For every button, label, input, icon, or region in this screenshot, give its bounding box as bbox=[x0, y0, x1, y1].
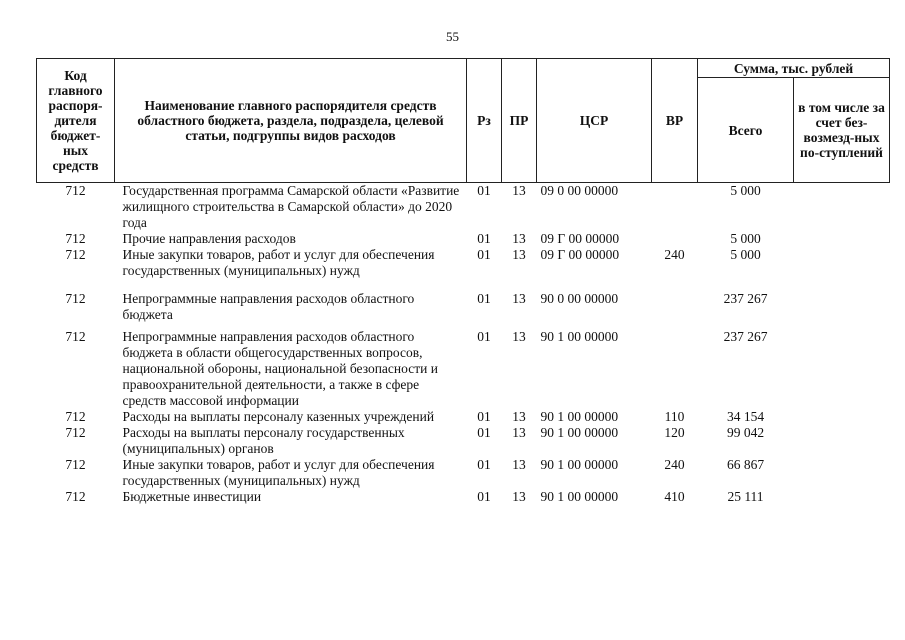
cell-csr: 90 1 00 00000 bbox=[540, 409, 619, 424]
cell-rz: 01 bbox=[477, 409, 491, 424]
cell-csr: 09 Г 00 00000 bbox=[540, 231, 620, 246]
cell-vr: 120 bbox=[664, 425, 685, 440]
cell-pr: 13 bbox=[512, 425, 526, 440]
cell-incl bbox=[794, 247, 890, 279]
table-body bbox=[37, 183, 890, 506]
cell-name: Расходы на выплаты персоналу государственных (муниципальных) органов bbox=[122, 425, 405, 456]
header-incl: в том числе за счет без-возмезд-ных по-ступлений bbox=[794, 78, 890, 183]
cell-incl bbox=[794, 409, 890, 425]
cell-vr: 410 bbox=[664, 489, 685, 504]
cell-total: 25 111 bbox=[727, 489, 764, 504]
cell-vr: 240 bbox=[664, 247, 685, 262]
cell-code: 712 bbox=[65, 291, 86, 306]
cell-pr: 13 bbox=[512, 183, 526, 198]
cell-incl bbox=[794, 457, 890, 489]
cell-total: 99 042 bbox=[726, 425, 765, 440]
cell-csr: 90 1 00 00000 bbox=[540, 425, 619, 440]
cell-csr: 90 0 00 00000 bbox=[540, 291, 619, 306]
cell-pr: 13 bbox=[512, 457, 526, 472]
table-row bbox=[37, 247, 890, 279]
table-row bbox=[37, 457, 890, 489]
header-csr: ЦСР bbox=[537, 59, 652, 183]
cell-code: 712 bbox=[65, 231, 86, 246]
cell-rz: 01 bbox=[477, 425, 491, 440]
cell-code: 712 bbox=[65, 489, 86, 504]
cell-rz: 01 bbox=[477, 457, 491, 472]
cell-pr: 13 bbox=[512, 291, 526, 306]
cell-vr bbox=[652, 291, 698, 323]
cell-rz: 01 bbox=[477, 329, 491, 344]
cell-incl bbox=[794, 291, 890, 323]
cell-pr: 13 bbox=[512, 409, 526, 424]
page-number: 55 bbox=[446, 29, 459, 44]
header-name: Наименование главного распорядителя средств областного бюджета, раздела, подраздела, целевой статьи, подгруппы видов расходов bbox=[115, 59, 467, 183]
table-row bbox=[37, 329, 890, 409]
cell-total: 34 154 bbox=[726, 409, 765, 424]
table-row bbox=[37, 291, 890, 323]
cell-vr bbox=[652, 231, 698, 247]
cell-name: Иные закупки товаров, работ и услуг для обеспечения государственных (муниципальных) нужд bbox=[122, 247, 435, 278]
cell-incl bbox=[794, 489, 890, 505]
cell-pr: 13 bbox=[512, 231, 526, 246]
cell-total: 66 867 bbox=[726, 457, 765, 472]
cell-total: 5 000 bbox=[730, 247, 761, 262]
cell-vr bbox=[652, 183, 698, 232]
cell-csr: 90 1 00 00000 bbox=[540, 457, 619, 472]
cell-incl bbox=[794, 231, 890, 247]
cell-incl bbox=[794, 183, 890, 232]
cell-pr: 13 bbox=[512, 489, 526, 504]
cell-name: Расходы на выплаты персоналу казенных учреждений bbox=[122, 409, 435, 424]
cell-vr: 240 bbox=[664, 457, 685, 472]
table-row bbox=[37, 183, 890, 232]
cell-name: Прочие направления расходов bbox=[122, 231, 296, 246]
table-row bbox=[37, 231, 890, 247]
cell-csr: 09 Г 00 00000 bbox=[540, 247, 620, 262]
cell-name: Иные закупки товаров, работ и услуг для обеспечения государственных (муниципальных) нужд bbox=[122, 457, 435, 488]
cell-csr: 09 0 00 00000 bbox=[540, 183, 619, 198]
cell-rz: 01 bbox=[477, 247, 491, 262]
cell-code: 712 bbox=[65, 457, 86, 472]
cell-rz: 01 bbox=[477, 231, 491, 246]
cell-name: Непрограммные направления расходов областного бюджета в области общегосударственных вопросов, национальной обороны, национальной безопасности и правоохранительной деятельности, а также в сфере средств массовой информации bbox=[122, 329, 438, 408]
cell-csr: 90 1 00 00000 bbox=[540, 329, 619, 344]
cell-total: 5 000 bbox=[730, 183, 761, 198]
table-header bbox=[37, 59, 890, 183]
cell-vr: 110 bbox=[664, 409, 685, 424]
cell-vr bbox=[652, 329, 698, 409]
cell-csr: 90 1 00 00000 bbox=[540, 489, 619, 504]
cell-code: 712 bbox=[65, 329, 86, 344]
cell-rz: 01 bbox=[477, 489, 491, 504]
cell-name: Государственная программа Самарской области «Развитие жилищного строительства в Самарской области» до 2020 года bbox=[122, 183, 460, 230]
budget-table bbox=[36, 58, 890, 505]
cell-code: 712 bbox=[65, 183, 86, 198]
cell-incl bbox=[794, 425, 890, 457]
cell-total: 5 000 bbox=[730, 231, 761, 246]
cell-code: 712 bbox=[65, 425, 86, 440]
cell-rz: 01 bbox=[477, 291, 491, 306]
cell-name: Бюджетные инвестиции bbox=[122, 489, 262, 504]
header-sum: Сумма, тыс. рублей bbox=[698, 59, 890, 78]
table-row bbox=[37, 425, 890, 457]
table-row bbox=[37, 409, 890, 425]
cell-code: 712 bbox=[65, 409, 86, 424]
header-total: Всего bbox=[698, 78, 794, 183]
header-code: Код главного распоря-дителя бюджет-ных средств bbox=[37, 59, 115, 183]
header-rz: Рз bbox=[467, 59, 502, 183]
cell-pr: 13 bbox=[512, 247, 526, 262]
cell-code: 712 bbox=[65, 247, 86, 262]
table-row bbox=[37, 489, 890, 505]
header-pr: ПР bbox=[502, 59, 537, 183]
cell-incl bbox=[794, 329, 890, 409]
cell-total: 237 267 bbox=[723, 329, 768, 344]
cell-total: 237 267 bbox=[723, 291, 768, 306]
cell-rz: 01 bbox=[477, 183, 491, 198]
cell-name: Непрограммные направления расходов областного бюджета bbox=[122, 291, 415, 322]
header-vr: ВР bbox=[652, 59, 698, 183]
cell-pr: 13 bbox=[512, 329, 526, 344]
